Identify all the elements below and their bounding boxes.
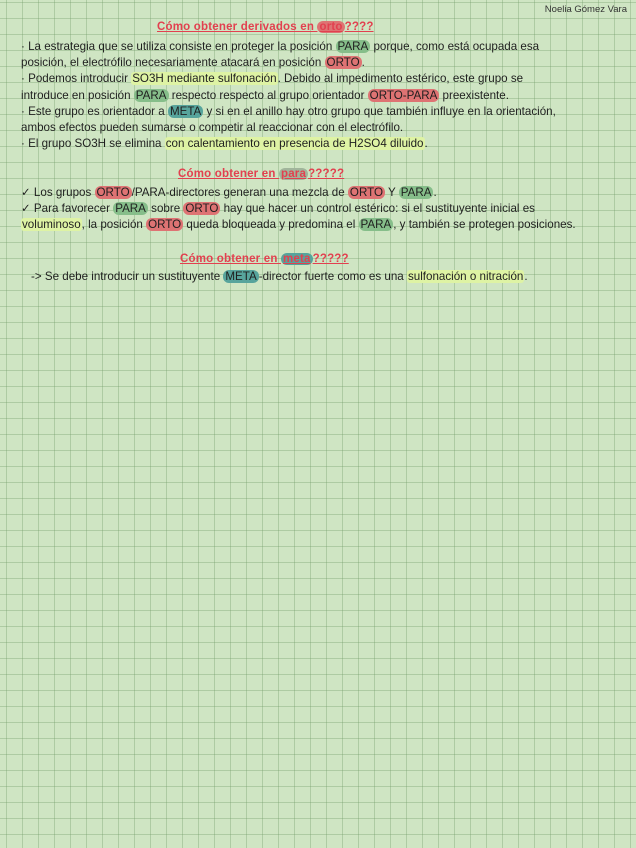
section-orto-body [21,39,611,152]
highlight-heating: con calentamiento en presencia de H2SO4 diluido [165,137,424,151]
text-run: hay que hacer un control estérico: si el sustituyente inicial es [220,202,535,216]
text-run: ✓ Para favorecer [21,202,114,216]
text-run: . Debido al impedimento estérico, este grupo se [277,72,524,86]
heading-para-word: para [280,168,307,180]
highlight-orto: ORTO [349,186,383,199]
text-run: introduce en posición [21,88,134,102]
heading-meta [180,253,349,265]
highlight-para: PARA [135,88,167,102]
text-run: ✓ Los grupos [21,186,95,199]
highlight-para: PARA [360,218,392,232]
text-run: posición, el electrófilo necesariamente atacará en posición [21,56,325,70]
text-run: respecto respecto al grupo orientador [168,88,368,102]
text-run: . [424,137,428,151]
highlight-sulfonation: SO3H mediante sulfonación [132,72,277,86]
heading-orto [157,21,374,33]
text-run: sobre [147,202,184,216]
text-run: . [524,270,528,283]
author-name: Noelia Gómez Vara [544,4,627,15]
text-line [21,71,611,87]
text-line [21,120,611,136]
text-run: ambos efectos pueden sumarse o competir al reaccionar con el electrófilo. [21,121,404,135]
text-line [21,55,611,71]
heading-meta-word: meta [282,253,311,265]
text-run: · La estrategia que se utiliza consiste en proteger la posición [21,40,336,53]
heading-orto-post: ???? [344,21,374,33]
text-line [21,88,611,104]
heading-meta-pre: Cómo obtener en [180,253,281,265]
heading-para-post: ????? [308,168,345,180]
text-run: · Podemos introducir [21,72,132,86]
highlight-para: PARA [115,202,146,216]
text-run: · Este grupo es orientador a [21,104,168,118]
text-run: Y [385,186,399,199]
text-run: , la posición [81,218,147,232]
text-line [21,185,611,201]
text-line [21,201,611,217]
highlight-orto: ORTO [185,202,219,216]
highlight-orto-para: ORTO-PARA [369,88,438,102]
text-run: . [433,186,437,199]
highlight-orto: ORTO [326,56,360,70]
text-run: queda bloqueada y predomina el [183,218,359,232]
text-run: , y también se protegen posiciones. [393,218,576,232]
text-line [21,104,611,120]
text-run: · El grupo SO3H se elimina [21,137,165,151]
section-para-body [21,185,611,234]
text-line [31,269,621,285]
highlight-sulfonation-nitration: sulfonación o nitración [407,270,524,283]
text-run: . [361,56,365,70]
highlight-para: PARA [337,40,369,53]
heading-orto-word: orto [319,21,343,33]
heading-meta-post: ????? [312,253,349,265]
highlight-para: PARA [400,186,432,199]
text-run: porque, como está ocupada esa [370,40,540,53]
text-run: -director fuerte como es una [258,270,407,283]
text-line [21,39,611,55]
highlight-orto: ORTO [96,186,130,199]
heading-orto-pre: Cómo obtener derivados en [157,21,318,33]
heading-para [178,168,344,180]
section-meta-body [31,269,621,285]
text-run: y si en el anillo hay otro grupo que también influye en la orientación, [203,104,556,118]
heading-para-pre: Cómo obtener en [178,168,279,180]
highlight-meta: META [169,104,202,118]
highlight-meta: META [225,270,257,283]
highlight-orto: ORTO [148,218,182,232]
text-run: -> Se debe introducir un sustituyente [31,270,224,283]
text-run: /PARA-directores generan una mezcla de [131,186,348,199]
text-run: preexistente. [439,88,509,102]
text-line [21,217,611,233]
text-line [21,136,611,152]
highlight-voluminoso: voluminoso [22,218,81,232]
